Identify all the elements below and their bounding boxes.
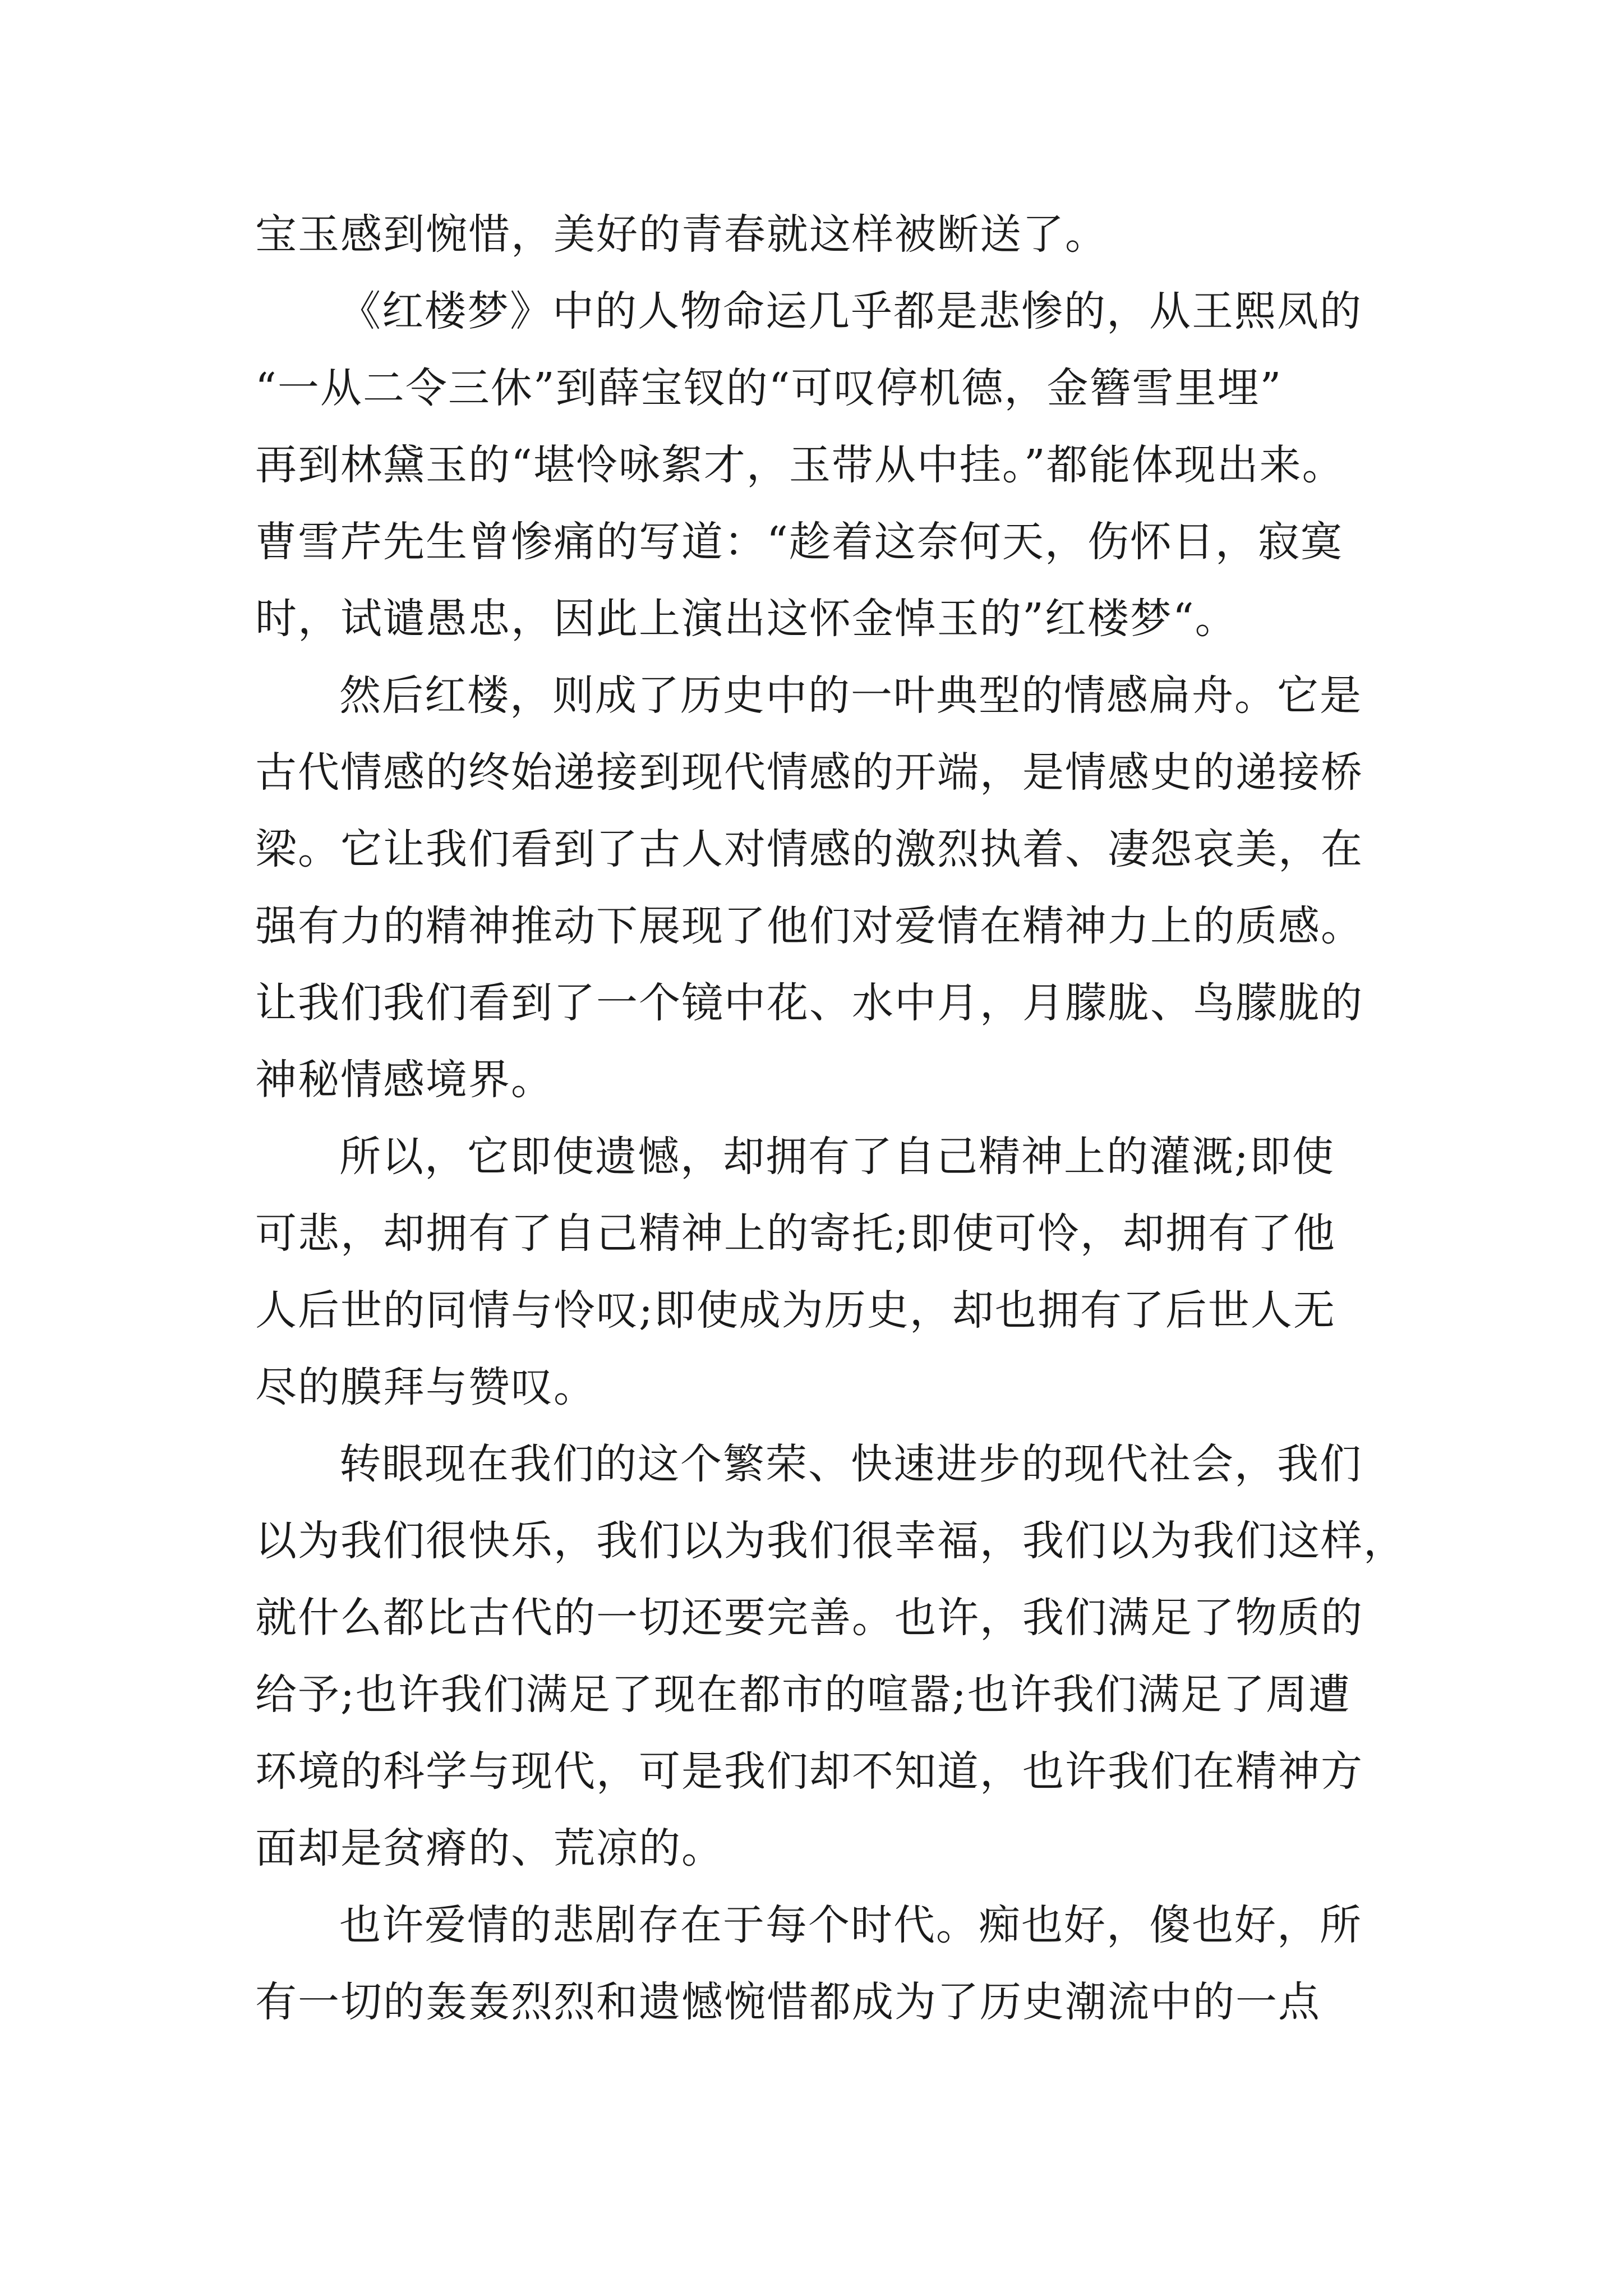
text-line: 梁。它让我们看到了古人对情感的激烈执着、凄怨哀美，在 [255, 825, 1363, 873]
text-line: 然后红楼，则成了历史中的一叶典型的情感扁舟。它是 [339, 671, 1362, 720]
text-line: 可悲，却拥有了自己精神上的寄托;即使可怜，却拥有了他 [255, 1209, 1336, 1258]
text-line: 环境的科学与现代，可是我们却不知道，也许我们在精神方 [255, 1747, 1363, 1796]
text-line: 古代情感的终始递接到现代情感的开端，是情感史的递接桥 [255, 748, 1363, 797]
text-line: 转眼现在我们的这个繁荣、快速进步的现代社会，我们 [339, 1440, 1362, 1488]
text-line: 给予;也许我们满足了现在都市的喧嚣;也许我们满足了周遭 [255, 1671, 1351, 1719]
text-line: 有一切的轰轰烈烈和遗憾惋惜都成为了历史潮流中的一点 [255, 1978, 1321, 2026]
text-line: 曹雪芹先生曾惨痛的写道：“趁着这奈何天，伤怀日，寂寞 [255, 518, 1343, 566]
body-text [255, 196, 1406, 2041]
text-line: 让我们我们看到了一个镜中花、水中月，月朦胧、鸟朦胧的 [255, 979, 1363, 1027]
text-line: 人后世的同情与怜叹;即使成为历史，却也拥有了后世人无 [255, 1286, 1336, 1335]
text-line: “一从二令三休”到薛宝钗的“可叹停机德，金簪雪里埋” [255, 364, 1283, 412]
text-line: 所以，它即使遗憾，却拥有了自己精神上的灌溉;即使 [339, 1133, 1335, 1181]
text-line: 面却是贫瘠的、荒凉的。 [255, 1824, 724, 1872]
text-line: 神秘情感境界。 [255, 1056, 554, 1104]
text-line: 强有力的精神推动下展现了他们对爱情在精神力上的质感。 [255, 902, 1363, 950]
text-line: 《红楼梦》中的人物命运几乎都是悲惨的，从王熙凤的 [339, 287, 1362, 335]
text-line: 尽的膜拜与赞叹。 [255, 1363, 596, 1411]
text-line: 就什么都比古代的一切还要完善。也许，我们满足了物质的 [255, 1594, 1363, 1642]
text-line: 宝玉感到惋惜，美好的青春就这样被断送了。 [255, 210, 1108, 259]
text-line: 也许爱情的悲剧存在于每个时代。痴也好，傻也好，所 [339, 1901, 1362, 1949]
text-line: 时，试谴愚忠，因此上演出这怀金悼玉的”红楼梦“。 [255, 595, 1238, 643]
text-line: 再到林黛玉的“堪怜咏絮才，玉带从中挂。”都能体现出来。 [255, 441, 1345, 489]
text-line: 以为我们很快乐，我们以为我们很幸福，我们以为我们这样， [255, 1517, 1406, 1565]
